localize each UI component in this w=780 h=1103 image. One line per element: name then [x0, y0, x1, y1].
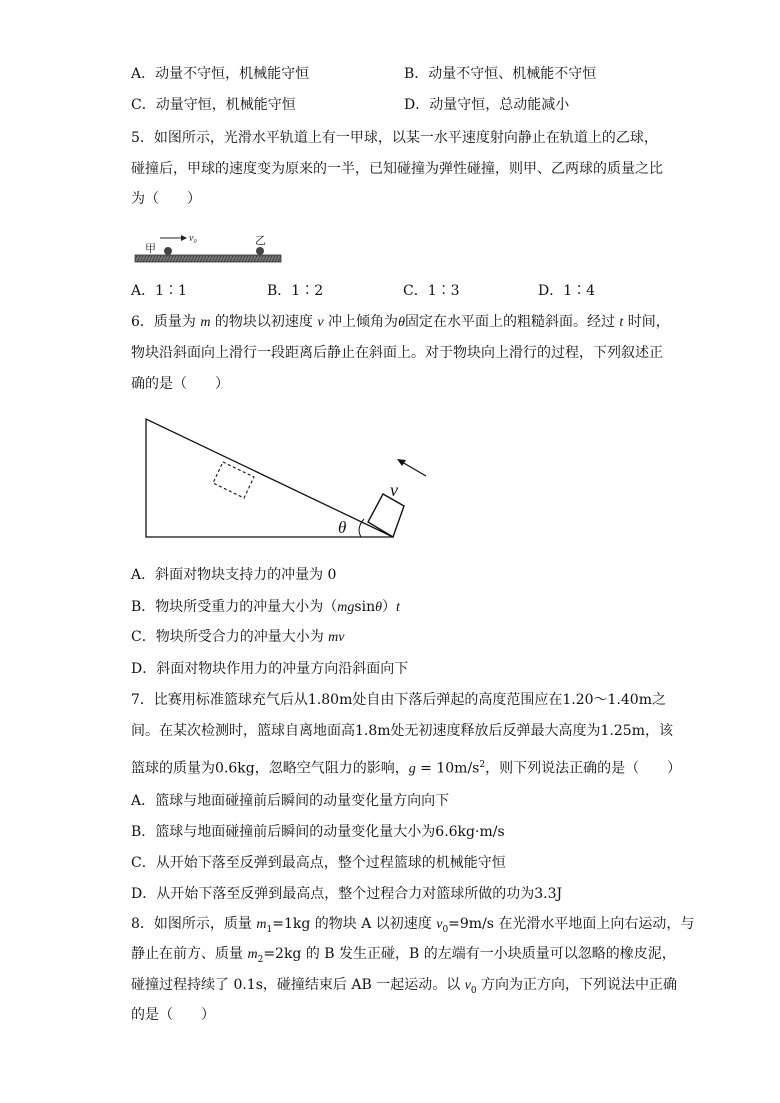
q8-stem-line3: 碰撞过程持续了 0.1s，碰撞结束后 AB 一起运动。以 $v_0$ 方向为正方向，下列说法中正确: [131, 977, 678, 996]
q7-option-a: A．篮球与地面碰撞前后瞬间的动量变化量方向向下: [131, 793, 450, 809]
q5-label-v0: v₀: [189, 233, 197, 244]
q5-ball-yi: [256, 247, 264, 255]
q6-option-d: D．斜面对物块作用力的冲量方向沿斜面向下: [131, 661, 409, 677]
q6-angle-theta: θ: [338, 518, 347, 537]
q6-incline-figure: [140, 412, 430, 547]
q6-velocity-arrowhead: [397, 459, 406, 466]
q6-stem-line2: 物块沿斜面向上滑行一段距离后静止在斜面上。对于物块向上滑行的过程，下列叙述正: [131, 345, 663, 361]
q6-stem-line1: 6．质量为 m 的物块以初速度 v 冲上倾角为θ固定在水平面上的粗糙斜面。经过 t 时间，: [131, 314, 670, 330]
q6-stem-line3: 确的是（ ）: [131, 376, 229, 392]
q6-solid-block: [368, 494, 404, 537]
q4-option-c: C．动量守恒，机械能守恒: [131, 97, 296, 113]
q5-track: [135, 255, 281, 262]
q5-label-yi: 乙: [255, 234, 266, 247]
q7-stem-line1: 7．比赛用标准篮球充气后从1.80m处自由下落后弹起的高度范围应在1.20～1.40m之: [131, 692, 666, 708]
q5-stem-line3: 为（ ）: [131, 191, 201, 207]
q6-velocity-label: v: [390, 480, 398, 500]
q8-stem-line4: 的是（ ）: [131, 1007, 215, 1023]
q4-option-a: A．动量不守恒，机械能守恒: [131, 66, 310, 82]
q7-option-b: B．篮球与地面碰撞前后瞬间的动量变化量大小为6.6kg·m/s: [131, 824, 505, 840]
q6-velocity-arrow: [402, 462, 426, 476]
q7-stem-line3: 篮球的质量为0.6kg，忽略空气阻力的影响，$g = 10m/s^2$，则下列说法正确的是（ ）: [131, 760, 682, 777]
q6-option-b: B．物块所受重力的冲量大小为（mgsinθ）t: [131, 599, 400, 615]
q4-option-b: B．动量不守恒、机械能不守恒: [404, 66, 597, 82]
q8-stem-line1: 8．如图所示，质量 $m_1=1kg$ 的物块 A 以初速度 $v_0=9m/s$ 在光滑水平地面上向右运动，与: [131, 916, 695, 935]
q5-option-d: D．1∶4: [538, 283, 596, 299]
q5-label-jia: 甲: [145, 242, 156, 255]
q5-option-c: C．1∶3: [403, 283, 460, 299]
q5-velocity-arrowhead: [181, 235, 187, 241]
q4-option-d: D．动量守恒，总动能减小: [404, 97, 570, 113]
q5-option-a: A．1∶1: [131, 283, 187, 299]
q5-ball-jia: [164, 247, 172, 255]
q5-stem-line1: 5．如图所示，光滑水平轨道上有一甲球，以某一水平速度射向静止在轨道上的乙球，: [131, 130, 658, 146]
q6-option-c: C．物块所受合力的冲量大小为 mv: [131, 629, 345, 645]
q6-option-a: A．斜面对物块支持力的冲量为 0: [131, 567, 337, 583]
q5-stem-line2: 碰撞后，甲球的速度变为原来的一半，已知碰撞为弹性碰撞，则甲、乙两球的质量之比: [131, 161, 663, 177]
q5-option-b: B．1∶2: [267, 283, 324, 299]
q6-incline: [146, 419, 393, 537]
q7-option-c: C．从开始下落至反弹到最高点，整个过程篮球的机械能守恒: [131, 855, 506, 871]
q7-stem-line2: 间。在某次检测时，篮球自离地面高1.8m处无初速度释放后反弹最大高度为1.25m，该: [131, 723, 673, 739]
q7-option-d: D．从开始下落至反弹到最高点，整个过程合力对篮球所做的功为3.3J: [131, 886, 563, 902]
q8-stem-line2: 静止在前方、质量 $m_2=2kg$ 的 B 发生正碰，B 的左端有一小块质量可以忽略的橡皮泥，: [131, 946, 676, 965]
q5-track-figure: [133, 228, 285, 268]
